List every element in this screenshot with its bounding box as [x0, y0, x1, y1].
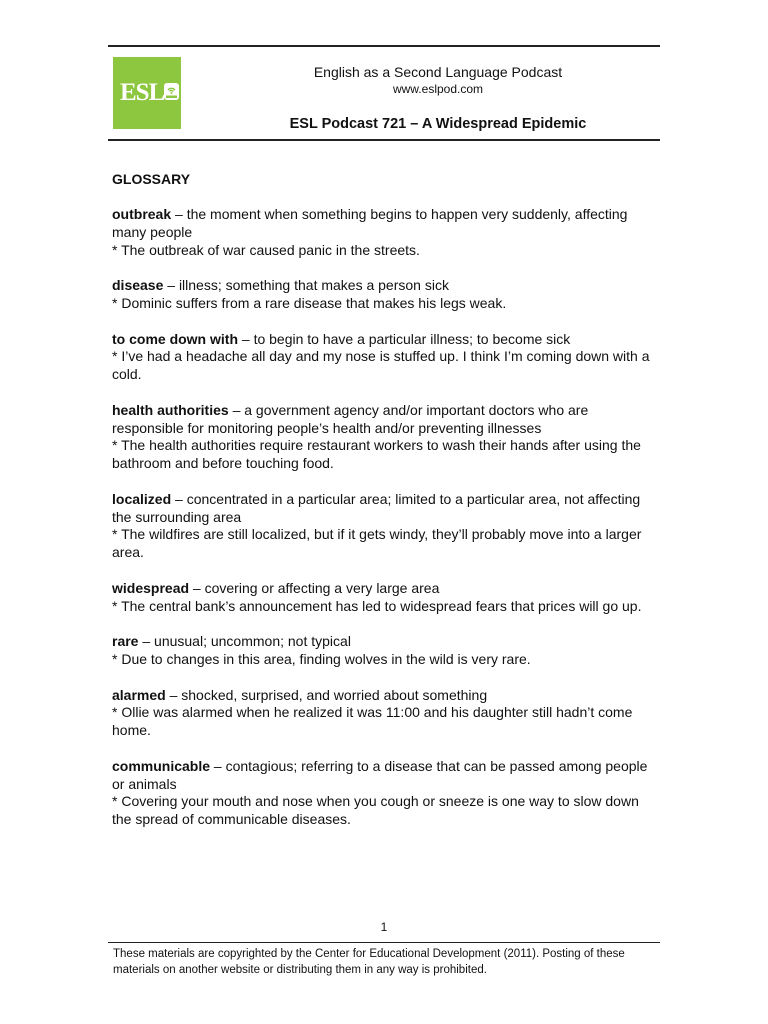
example-sentence: * The outbreak of war caused panic in the streets. — [112, 241, 420, 258]
term: widespread — [112, 579, 190, 596]
glossary-entry — [112, 402, 658, 473]
definition-line — [112, 206, 658, 242]
definition-line — [112, 277, 658, 295]
example-sentence: * Dominic suffers from a rare disease that makes his legs weak. — [112, 294, 507, 311]
definition: – illness; something that makes a person sick — [163, 277, 449, 294]
example-sentence: * Ollie was alarmed when he realized it was 11:00 and his daughter still hadn’t come home. — [112, 704, 633, 739]
page-number: 1 — [380, 920, 388, 934]
footer-rule — [108, 942, 660, 943]
example-sentence: * The health authorities require restaurant workers to wash their hands after using the bathroom and before touching food. — [112, 437, 641, 472]
podcast-icon — [164, 83, 179, 100]
example-sentence: * The central bank’s announcement has led to widespread fears that prices will go up. — [112, 597, 642, 614]
definition-line — [112, 687, 658, 705]
glossary-entry — [112, 206, 658, 259]
glossary-entry — [112, 331, 658, 384]
term: rare — [112, 633, 139, 650]
definition-line — [112, 580, 658, 598]
glossary-entry — [112, 633, 658, 669]
definition: – contagious; referring to a disease that can be passed among people or animals — [112, 757, 648, 792]
glossary-entry — [112, 758, 658, 829]
example-sentence: * The wildfires are still localized, but if it gets windy, they’ll probably move into a larger area. — [112, 526, 642, 561]
definition-line — [112, 758, 658, 794]
definition: – to begin to have a particular illness; to become sick — [238, 330, 571, 347]
site-url: www.eslpod.com — [392, 82, 484, 96]
episode-title: ESL Podcast 721 – A Widespread Epidemic — [289, 116, 587, 132]
term: localized — [112, 490, 172, 507]
definition: – concentrated in a particular area; limited to a particular area, not affecting the surrounding area — [112, 490, 641, 525]
copyright-notice: These materials are copyrighted by the Center for Educational Development (2011). Posting of these materials on another website or distributing them in any way is prohibited. — [113, 948, 625, 976]
definition: – unusual; uncommon; not typical — [138, 633, 351, 650]
example-sentence: * Due to changes in this area, finding wolves in the wild is very rare. — [112, 650, 531, 667]
definition: – covering or affecting a very large area — [189, 579, 440, 596]
definition-line — [112, 633, 658, 651]
definition: – shocked, surprised, and worried about something — [165, 686, 488, 703]
glossary-entry — [112, 277, 658, 313]
definition-line — [112, 402, 658, 438]
glossary-entry — [112, 580, 658, 616]
definition: – the moment when something begins to happen very suddenly, affecting many people — [112, 206, 628, 240]
example-sentence: * I’ve had a headache all day and my nose is stuffed up. I think I’m coming down with a cold. — [112, 348, 650, 383]
eslpod-logo — [113, 57, 181, 129]
definition: – a government agency and/or important doctors who are responsible for monitoring people’s health and/or preventing illnesses — [112, 401, 589, 436]
term: disease — [112, 277, 164, 294]
glossary-entry — [112, 491, 658, 562]
definition-line — [112, 491, 658, 527]
term: communicable — [112, 757, 211, 774]
site-title: English as a Second Language Podcast — [313, 64, 563, 80]
glossary-entry — [112, 687, 658, 740]
term: health authorities — [112, 401, 229, 418]
term: to come down with — [112, 330, 238, 347]
term: outbreak — [112, 206, 172, 222]
logo-text: ESL — [120, 79, 165, 106]
header-top-rule — [108, 45, 660, 47]
term: alarmed — [112, 686, 166, 703]
definition-line — [112, 331, 658, 349]
header-bottom-rule — [108, 139, 660, 141]
glossary-list — [112, 206, 658, 847]
example-sentence: * Covering your mouth and nose when you cough or sneeze is one way to slow down the spread of communicable diseases. — [112, 793, 639, 828]
glossary-heading: GLOSSARY — [112, 171, 191, 187]
